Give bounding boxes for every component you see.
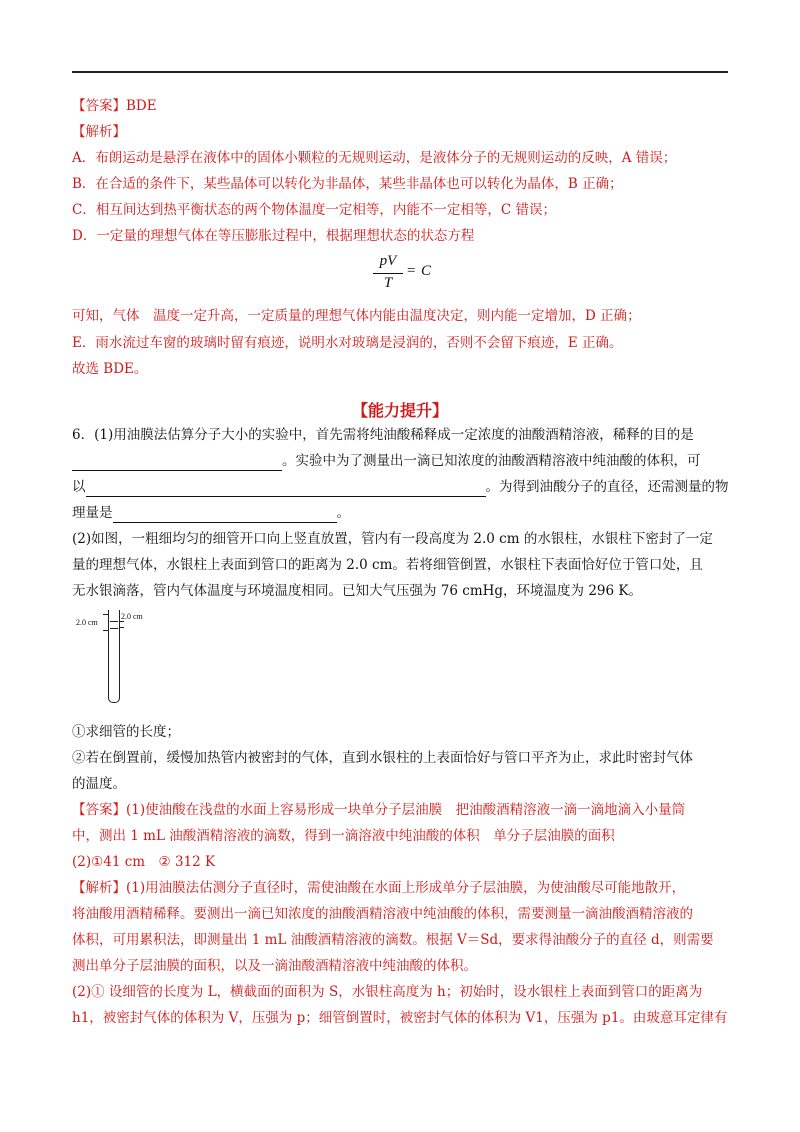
dim-tick	[103, 630, 108, 631]
answer-blank-3[interactable]	[113, 508, 337, 523]
fraction-bar	[373, 273, 403, 274]
dim-tick	[119, 621, 124, 622]
answer-label: 【答案】	[72, 802, 126, 818]
q5-option-a: A．布朗运动是悬浮在液体中的固体小颗粒的无规则运动，是液体分子的无规则运动的反映，A 错误；	[72, 150, 677, 166]
q6-part2-line-1: (2)如图，一粗细均匀的细管开口向上竖直放置，管内有一段高度为 2.0 cm 的水银柱，水银柱下密封了一定	[72, 531, 713, 547]
dim-tick	[103, 614, 108, 615]
q6-sub-1: ①求细管的长度；	[72, 724, 180, 740]
section-title: 【能力提升】	[351, 401, 448, 420]
q6-analysis-3: 体积，可用累积法，即测量出 1 mL 油酸酒精溶液的滴数。根据 V＝Sd，要求得油酸分子的直径 d，则需要	[72, 932, 714, 948]
dim-tick	[119, 627, 124, 628]
q5-analysis-label: 【解析】	[72, 124, 126, 140]
q6-analysis-1: 【解析】(1)用油膜法估测分子直径时，需使油酸在水面上形成单分子层油膜，为使油酸尽可能地散开，	[72, 880, 686, 896]
formula-denominator: T	[383, 275, 393, 291]
q5-final: 故选 BDE。	[72, 361, 148, 377]
q6-answer-1: 【答案】(1)使油酸在浅盘的水面上容易形成一块单分子层油膜 把油酸酒精溶液一滴一滴地滴入小量筒	[72, 802, 686, 818]
q6-answer-3: (2)①41 cm ② 312 K	[72, 854, 216, 870]
q6-part2-line-2: 量的理想气体，水银柱上表面到管口的距离为 2.0 cm。若将细管倒置，水银柱下表面恰好位于管口处，且	[72, 557, 703, 573]
formula-constant: C	[421, 263, 432, 279]
q6-analysis-5: (2)① 设细管的长度为 L，横截面的面积为 S，水银柱高度为 h；初始时，设水银柱上表面到管口的距离为	[72, 984, 703, 1000]
formula-numerator: pV	[379, 253, 397, 269]
answer-blank-1[interactable]	[72, 456, 282, 471]
analysis-label: 【解析】	[72, 880, 126, 896]
state-equation	[373, 253, 443, 295]
q6-line-4: 理量是 。	[72, 505, 350, 521]
q5-option-e: E．雨水流过车窗的玻璃时留有痕迹，说明水对玻璃是浸润的，否则不会留下痕迹，E 正确。	[72, 335, 623, 351]
header-rule	[72, 71, 728, 73]
dim-label-left: 2.0 cm	[76, 618, 98, 627]
q6-line-2: 。实验中为了测量出一滴已知浓度的油酸酒精溶液中纯油酸的体积，可	[72, 451, 701, 471]
dim-label-right: 2.0 cm	[121, 612, 143, 621]
q6-answer-2: 中，测出 1 mL 油酸酒精溶液的滴数，得到一滴溶液中纯油酸的体积 单分子层油膜的面积	[72, 828, 615, 844]
q6-analysis-6: h1，被密封气体的体积为 V，压强为 p；细管倒置时，被密封气体的体积为 V1，压强为 p1。由玻意耳定律有	[72, 1010, 728, 1026]
answer-blank-2[interactable]	[86, 482, 486, 497]
q5-option-b: B．在合适的条件下，某些晶体可以转化为非晶体，某些非晶体也可以转化为晶体，B 正确；	[72, 176, 623, 192]
q6-analysis-4: 测出单分子层油膜的面积，以及一滴油酸酒精溶液中纯油酸的体积。	[72, 958, 477, 974]
q6-analysis-2: 将油酸用酒精稀释。要测出一滴已知浓度的油酸酒精溶液中纯油酸的体积，需要测量一滴油酸酒精溶液的	[72, 906, 693, 922]
q6-sub-2b: 的温度。	[72, 776, 126, 792]
q5-answer	[72, 96, 157, 116]
q5-option-d: D．一定量的理想气体在等压膨胀过程中，根据理想状态的状态方程	[72, 228, 475, 244]
q6-sub-2a: ②若在倒置前，缓慢加热管内被密封的气体，直到水银柱的上表面恰好与管口平齐为止，求此时密封气体	[72, 750, 693, 766]
mercury-column	[110, 621, 118, 629]
q5-option-c: C．相互间达到热平衡状态的两个物体温度一定相等，内能不一定相等，C 错误；	[72, 202, 556, 218]
q5-option-d-conclusion: 可知，气体 温度一定升高，一定质量的理想气体内能由温度决定，则内能一定增加，D 正确；	[72, 308, 641, 324]
q6-line-1: 6．(1)用油膜法估算分子大小的实验中，首先需将纯油酸稀释成一定浓度的油酸酒精溶液，稀释的目的是	[72, 427, 694, 443]
q6-part2-line-3: 无水银滴落，管内气体温度与环境温度相同。已知大气压强为 76 cmHg，环境温度为 296 K。	[72, 583, 642, 599]
q6-line-3: 以 。为得到油酸分子的直径，还需测量的物	[72, 479, 729, 495]
answer-value: BDE	[126, 98, 157, 114]
formula-equals: =	[407, 263, 416, 279]
answer-label: 【答案】	[72, 98, 126, 114]
